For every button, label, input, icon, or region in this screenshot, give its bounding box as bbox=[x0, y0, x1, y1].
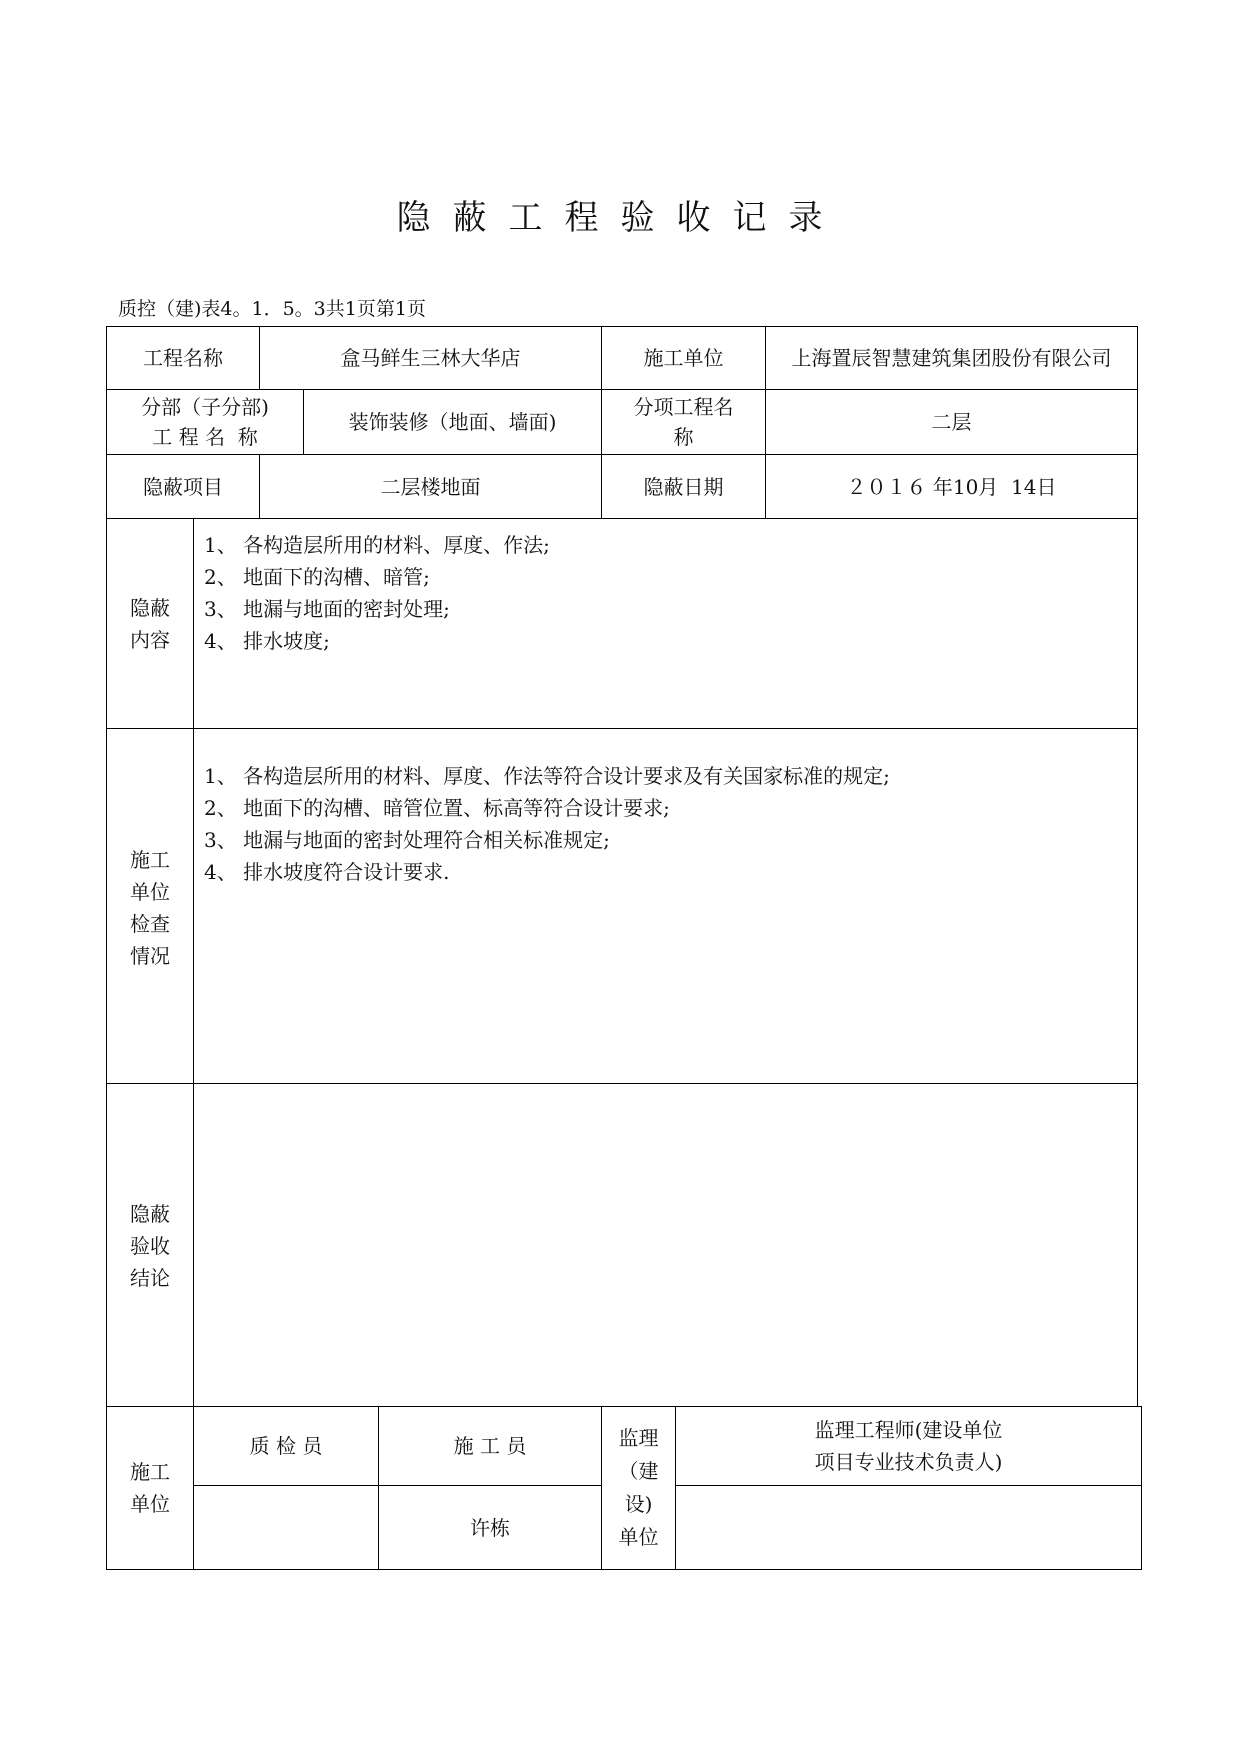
project-name-label: 工程名称 bbox=[143, 346, 223, 370]
inspection-label-line3: 检查 bbox=[130, 912, 170, 936]
supervision-unit-label-line3: 设) bbox=[624, 1492, 653, 1516]
inspection-label-line2: 单位 bbox=[130, 880, 170, 904]
qc-inspector-signature[interactable] bbox=[194, 1486, 378, 1569]
inspection-list bbox=[204, 760, 890, 888]
inspection-label bbox=[107, 840, 193, 976]
inspection-label-line4: 情况 bbox=[130, 944, 170, 968]
list-item: 4、 排水坡度; bbox=[204, 629, 330, 653]
list-item: 1、 各构造层所用的材料、厚度、作法; bbox=[204, 533, 550, 557]
sub-item-label-line2: 称 bbox=[673, 425, 694, 449]
concealed-item-label: 隐蔽项目 bbox=[143, 474, 223, 499]
list-item: 3、 地漏与地面的密封处理符合相关标准规定; bbox=[204, 828, 610, 852]
conclusion-label bbox=[107, 1195, 193, 1297]
form-code: 质控（建)表4。1．5。3共1页第1页 bbox=[118, 298, 426, 320]
concealed-content-label bbox=[107, 519, 193, 728]
contractor-label: 施工单位 bbox=[643, 346, 724, 370]
sub-division-value: 装饰装修（地面、墙面) bbox=[348, 410, 557, 434]
supervising-engineer-label bbox=[676, 1407, 1141, 1485]
supervising-engineer-label-line2: 项目专业技术负责人) bbox=[814, 1450, 1003, 1474]
supervision-unit-label-line2: （建 bbox=[618, 1459, 659, 1483]
project-name-value: 盒马鲜生三林大华店 bbox=[340, 346, 521, 370]
sub-item-label-line1: 分项工程名 bbox=[633, 395, 734, 419]
conclusion-label-line2: 验收 bbox=[130, 1234, 170, 1258]
construction-unit-label-line1: 施工 bbox=[130, 1460, 170, 1484]
supervising-engineer-signature[interactable] bbox=[676, 1486, 1141, 1569]
concealed-item-value: 二层楼地面 bbox=[380, 474, 481, 499]
supervision-unit-label-line4: 单位 bbox=[618, 1525, 659, 1549]
sub-division-label-line1: 分部（子分部) bbox=[141, 395, 269, 419]
list-item: 1、 各构造层所用的材料、厚度、作法等符合设计要求及有关国家标准的规定; bbox=[204, 764, 890, 788]
qc-inspector-label: 质 检 员 bbox=[249, 1434, 323, 1458]
conclusion-label-line3: 结论 bbox=[130, 1266, 170, 1290]
site-worker-signature: 许栋 bbox=[470, 1515, 510, 1540]
concealed-date-label: 隐蔽日期 bbox=[643, 474, 724, 499]
conclusion-area[interactable] bbox=[194, 1084, 1137, 1406]
concealed-date-value: ２０１６ 年10月 14日 bbox=[846, 474, 1057, 499]
concealed-content-label-line2: 内容 bbox=[130, 627, 170, 652]
supervision-unit-label bbox=[602, 1407, 675, 1569]
list-item: 4、 排水坡度符合设计要求. bbox=[204, 860, 450, 884]
supervision-unit-label-line1: 监理 bbox=[618, 1426, 659, 1450]
list-item: 3、 地漏与地面的密封处理; bbox=[204, 597, 450, 621]
concealed-content-list bbox=[204, 529, 550, 657]
conclusion-label-line1: 隐蔽 bbox=[130, 1202, 170, 1226]
construction-unit-label-line2: 单位 bbox=[130, 1492, 170, 1516]
sub-division-label-line2: 工 程 名 称 bbox=[152, 425, 258, 449]
sub-item-value: 二层 bbox=[931, 410, 972, 434]
sub-division-label bbox=[107, 390, 303, 454]
list-item: 2、 地面下的沟槽、暗管位置、标高等符合设计要求; bbox=[204, 796, 670, 820]
sub-item-label bbox=[602, 390, 765, 454]
concealed-content-label-line1: 隐蔽 bbox=[130, 595, 170, 620]
construction-unit-label bbox=[107, 1407, 193, 1569]
list-item: 2、 地面下的沟槽、暗管; bbox=[204, 565, 430, 589]
inspection-label-line1: 施工 bbox=[130, 848, 170, 872]
document-title: 隐蔽工程验收记录 bbox=[396, 198, 845, 238]
site-worker-label: 施 工 员 bbox=[453, 1434, 527, 1458]
contractor-value: 上海置辰智慧建筑集团股份有限公司 bbox=[791, 346, 1112, 370]
supervising-engineer-label-line1: 监理工程师(建设单位 bbox=[814, 1418, 1003, 1442]
